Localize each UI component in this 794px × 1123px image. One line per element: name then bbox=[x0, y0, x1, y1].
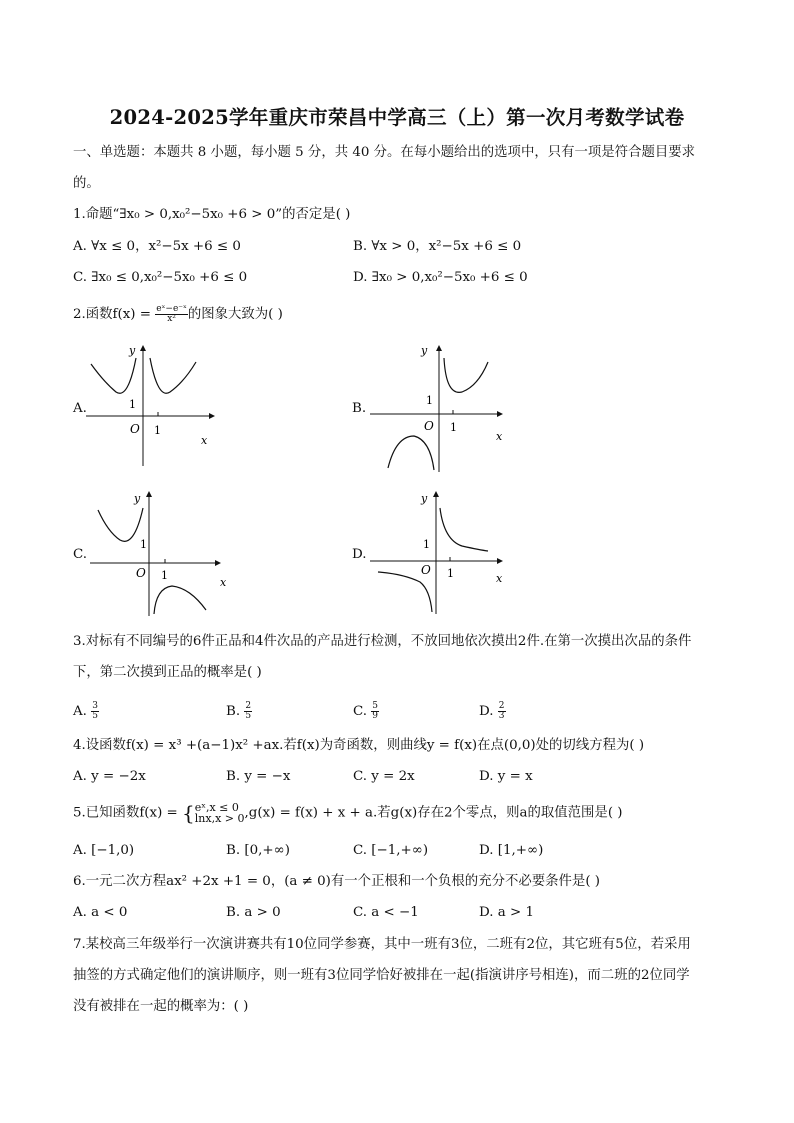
graph-a bbox=[86, 340, 226, 470]
fraction-numerator: eˣ−e⁻ˣ bbox=[156, 304, 187, 314]
question-2-suffix: 的图象大致为( ) bbox=[187, 307, 283, 322]
fraction-numerator: 2 bbox=[498, 701, 505, 711]
x-axis-label: x bbox=[496, 572, 503, 585]
x-tick-label: 1 bbox=[154, 424, 161, 437]
section-header-continued: 的。 bbox=[73, 176, 100, 191]
option-fraction bbox=[371, 702, 379, 721]
x-tick-label: 1 bbox=[447, 567, 454, 580]
section-header: 一、单选题：本题共 8 小题，每小题 5 分，共 40 分。在每小题给出的选项中，只有一项是符合题目要求 bbox=[73, 145, 696, 160]
question-5-suffix: ,g(x) = f(x) + x + a.若g(x)存在2个零点，则a的取值范围是( ) bbox=[244, 805, 623, 821]
question-7-stem: 7.某校高三年级举行一次演讲赛共有10位同学参赛，其中一班有3位，二班有2位，其它班有5位，若采用 bbox=[73, 937, 691, 952]
question-4-option-d: D. y = x bbox=[479, 769, 533, 784]
option-label: C. bbox=[353, 704, 368, 719]
question-1-option-a: A. ∀x ≤ 0，x²−5x +6 ≤ 0 bbox=[73, 239, 241, 254]
question-3-stem-continued: 下，第二次摸到正品的概率是( ) bbox=[73, 665, 262, 680]
graph-d-label: D. bbox=[352, 547, 367, 562]
origin-label: O bbox=[130, 422, 140, 436]
question-4-option-a: A. y = −2x bbox=[73, 769, 146, 784]
option-fraction bbox=[244, 702, 252, 721]
y-axis-label: y bbox=[421, 492, 428, 505]
graph-c bbox=[86, 488, 231, 618]
question-5-option-a: A. [−1,0) bbox=[73, 843, 135, 858]
origin-label: O bbox=[136, 566, 146, 580]
x-tick-label: 1 bbox=[161, 569, 168, 582]
question-6-option-a: A. a < 0 bbox=[73, 905, 128, 920]
y-axis-label: y bbox=[134, 492, 141, 505]
question-2-stem bbox=[73, 305, 283, 324]
question-2-prefix: 2.函数f(x) = bbox=[73, 307, 151, 322]
question-4-stem: 4.设函数f(x) = x³ +(a−1)x² +ax.若f(x)为奇函数，则曲线y = f(x)在点(0,0)处的切线方程为( ) bbox=[73, 738, 645, 753]
brace-icon: { bbox=[182, 801, 195, 825]
option-fraction bbox=[498, 702, 506, 721]
graph-d bbox=[370, 488, 510, 618]
x-axis-label: x bbox=[496, 430, 503, 443]
question-3-option-c bbox=[353, 702, 379, 721]
question-1-stem: 1.命题“∃x₀ > 0,x₀²−5x₀ +6 > 0”的否定是( ) bbox=[73, 207, 351, 222]
page-title: 2024-2025学年重庆市荣昌中学高三（上）第一次月考数学试卷 bbox=[109, 106, 685, 129]
question-6-option-c: C. a < −1 bbox=[353, 905, 419, 920]
fraction-denominator: 9 bbox=[372, 711, 379, 721]
fraction-denominator: 5 bbox=[92, 711, 98, 721]
y-tick-label: 1 bbox=[129, 398, 136, 411]
origin-label: O bbox=[421, 563, 431, 577]
graph-b bbox=[370, 340, 510, 475]
origin-label: O bbox=[424, 419, 434, 433]
x-axis-label: x bbox=[201, 434, 208, 447]
piecewise-case-1: eˣ,x ≤ 0 bbox=[194, 801, 239, 814]
option-label: A. bbox=[73, 704, 87, 719]
question-3-option-d bbox=[479, 702, 506, 721]
question-4-option-c: C. y = 2x bbox=[353, 769, 415, 784]
question-1-option-d: D. ∃x₀ > 0,x₀²−5x₀ +6 ≤ 0 bbox=[353, 270, 528, 285]
fraction-numerator: 3 bbox=[92, 701, 98, 711]
option-label: D. bbox=[479, 704, 494, 719]
fraction-denominator: 3 bbox=[498, 711, 505, 721]
curve-right-branch bbox=[154, 586, 206, 614]
question-5-prefix: 5.已知函数f(x) = bbox=[73, 805, 178, 821]
curve-right-branch bbox=[444, 358, 488, 392]
y-tick-label: 1 bbox=[426, 394, 433, 407]
question-3-stem: 3.对标有不同编号的6件正品和4件次品的产品进行检测，不放回地依次摸出2件.在第一次摸出次品的条件 bbox=[73, 634, 692, 649]
question-6-option-d: D. a > 1 bbox=[479, 905, 535, 920]
piecewise-case-2: lnx,x > 0 bbox=[194, 812, 245, 825]
x-tick-label: 1 bbox=[450, 421, 457, 434]
curve-left-branch bbox=[378, 572, 432, 612]
curve-left-branch bbox=[388, 436, 434, 470]
question-4-option-b: B. y = −x bbox=[226, 769, 291, 784]
x-axis-label: x bbox=[220, 576, 227, 589]
question-5-option-c: C. [−1,+∞) bbox=[353, 843, 429, 858]
question-7-stem-continued: 抽签的方式确定他们的演讲顺序，则一班有3位同学恰好被排在一起(指演讲序号相连)，而二班的2位同学 bbox=[73, 968, 690, 983]
question-1-option-c: C. ∃x₀ ≤ 0,x₀²−5x₀ +6 ≤ 0 bbox=[73, 270, 248, 285]
curve-right-branch bbox=[440, 508, 488, 551]
question-7-stem-end: 没有被排在一起的概率为：( ) bbox=[73, 999, 249, 1014]
question-5-option-d: D. [1,+∞) bbox=[479, 843, 544, 858]
fraction-denominator: 5 bbox=[245, 711, 252, 721]
question-5-option-b: B. [0,+∞) bbox=[226, 843, 290, 858]
question-6-option-b: B. a > 0 bbox=[226, 905, 281, 920]
y-axis-label: y bbox=[129, 344, 136, 357]
option-fraction bbox=[91, 702, 99, 721]
fraction-denominator: x² bbox=[167, 314, 176, 324]
question-1-option-b: B. ∀x > 0，x²−5x +6 ≤ 0 bbox=[353, 239, 522, 254]
y-axis-label: y bbox=[421, 344, 428, 357]
curve-right-branch bbox=[150, 358, 196, 393]
question-3-option-b bbox=[226, 702, 252, 721]
option-label: B. bbox=[226, 704, 241, 719]
question-6-stem: 6.一元二次方程ax² +2x +1 = 0，(a ≠ 0)有一个正根和一个负根的充分不必要条件是( ) bbox=[73, 874, 601, 889]
y-tick-label: 1 bbox=[423, 538, 430, 551]
question-2-fraction bbox=[155, 305, 188, 324]
graph-c-label: C. bbox=[73, 547, 88, 562]
graph-b-label: B. bbox=[352, 401, 367, 416]
question-5-stem bbox=[73, 802, 623, 824]
question-3-option-a bbox=[73, 702, 99, 721]
fraction-numerator: 5 bbox=[372, 701, 379, 711]
piecewise-cases bbox=[195, 802, 245, 824]
curve-left-branch bbox=[98, 508, 143, 541]
y-tick-label: 1 bbox=[140, 538, 147, 551]
graph-a-label: A. bbox=[73, 401, 87, 416]
curve-left-branch bbox=[91, 358, 136, 393]
fraction-numerator: 2 bbox=[245, 701, 252, 711]
